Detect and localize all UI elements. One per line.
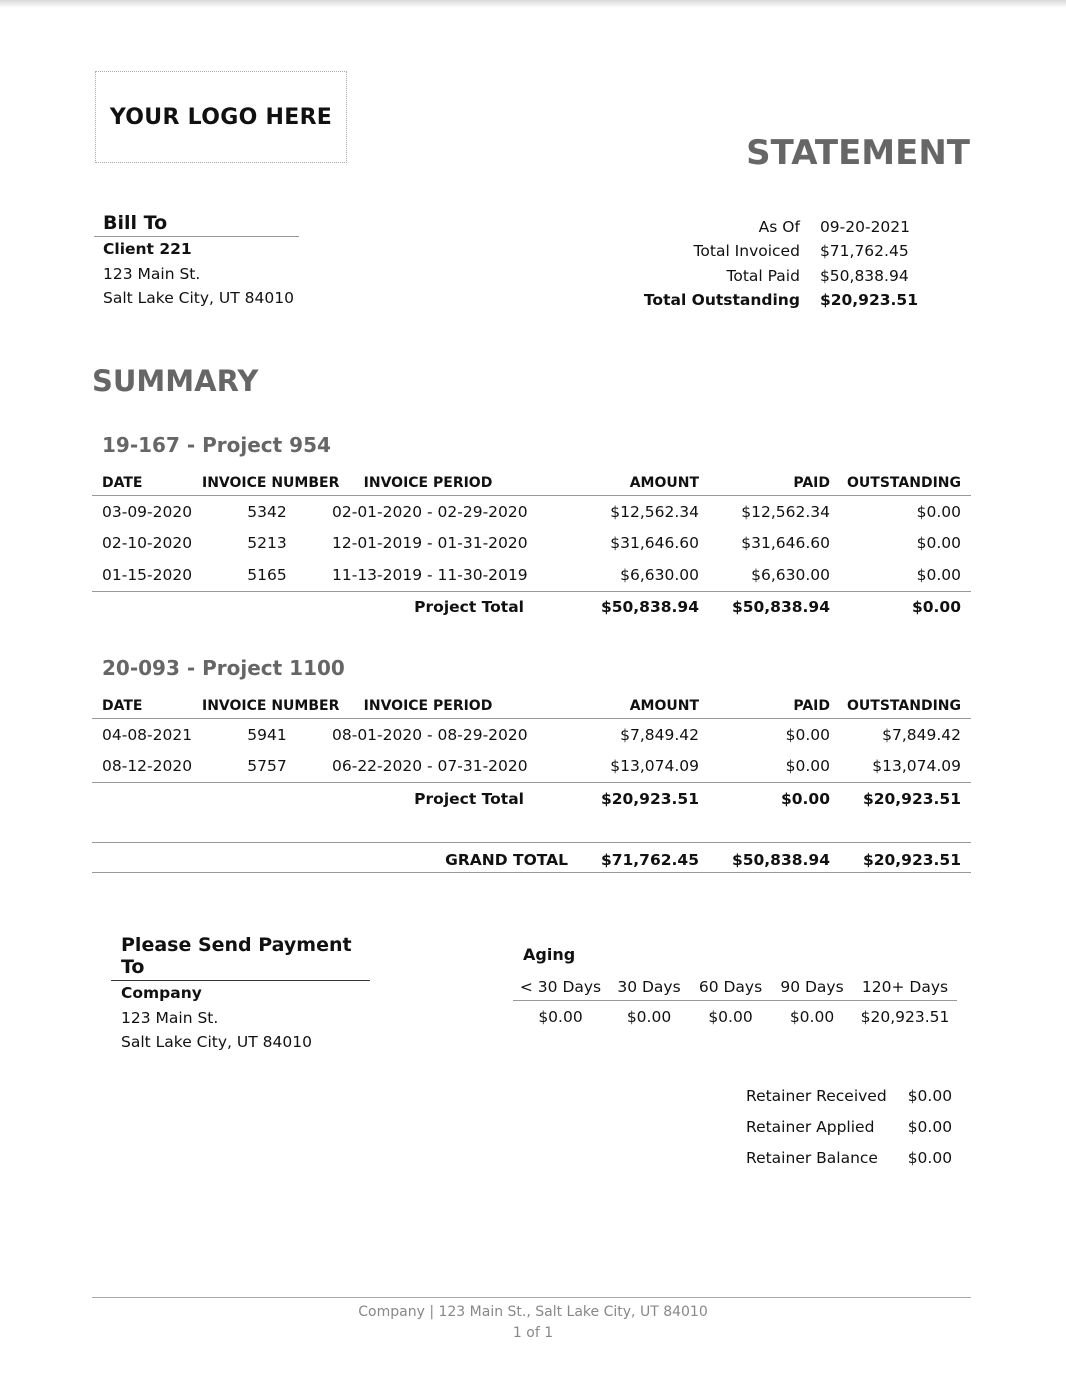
document-title: STATEMENT xyxy=(746,133,970,173)
cell-amount: $7,849.42 xyxy=(620,725,699,744)
project-total-paid: $0.00 xyxy=(699,783,830,815)
page-top-shadow xyxy=(0,0,1066,8)
project-title: 20-093 - Project 1100 xyxy=(102,656,345,680)
cell-invoice-period: 12-01-2019 - 01-31-2020 xyxy=(332,534,528,553)
empty-cell xyxy=(92,783,202,815)
cell-paid: $0.00 xyxy=(785,725,830,744)
empty-cell xyxy=(202,591,332,623)
column-header-invoice-number: INVOICE NUMBER xyxy=(202,470,332,496)
cell-paid: $12,562.34 xyxy=(741,502,830,521)
payment-to-block xyxy=(111,934,370,1055)
project-total-amount: $50,838.94 xyxy=(524,591,699,623)
cell-invoice-number: 5342 xyxy=(247,502,287,521)
retainer-value: $0.00 xyxy=(907,1118,953,1136)
footer-address: Company | 123 Main St., Salt Lake City, UT 84010 xyxy=(358,1304,708,1320)
grand-total-row xyxy=(92,842,971,873)
section-title: SUMMARY xyxy=(92,364,259,398)
table-row xyxy=(92,719,971,751)
cell-outstanding: $0.00 xyxy=(916,502,961,521)
empty-cell xyxy=(92,591,202,623)
project-total-row xyxy=(92,783,971,815)
column-header-paid: PAID xyxy=(699,693,830,719)
cell-invoice-period: 11-13-2019 - 11-30-2019 xyxy=(332,565,528,584)
aging-header: 90 Days xyxy=(771,974,853,1001)
grand-total-amount: $71,762.45 xyxy=(600,851,699,869)
aging-header: < 30 Days xyxy=(513,974,608,1001)
payment-to-city: Salt Lake City, UT 84010 xyxy=(121,1033,312,1051)
invoice-table xyxy=(92,693,971,815)
column-header-invoice-number: INVOICE NUMBER xyxy=(202,693,332,719)
footer-page-number: 1 of 1 xyxy=(512,1325,554,1341)
table-row xyxy=(92,528,971,560)
logo-text: YOUR LOGO HERE xyxy=(109,104,333,130)
summary-value: $50,838.94 xyxy=(819,266,909,285)
bill-to-heading: Bill To xyxy=(94,212,299,237)
column-header-outstanding: OUTSTANDING xyxy=(830,470,971,496)
aging-title: Aging xyxy=(523,945,576,964)
table-row xyxy=(92,559,971,591)
retainer-label: Retainer Balance xyxy=(746,1149,878,1167)
project-total-outstanding: $0.00 xyxy=(830,591,971,623)
aging-header-row xyxy=(513,974,957,1001)
cell-invoice-number: 5213 xyxy=(247,534,287,553)
column-header-paid: PAID xyxy=(699,470,830,496)
aging-value: $0.00 xyxy=(708,1008,753,1026)
bill-to-city: Salt Lake City, UT 84010 xyxy=(103,289,294,307)
aging-value: $0.00 xyxy=(789,1008,835,1026)
aging-value: $0.00 xyxy=(538,1008,583,1026)
aging-value: $20,923.51 xyxy=(860,1008,950,1026)
column-header-amount: AMOUNT xyxy=(524,470,699,496)
project-total-paid: $50,838.94 xyxy=(699,591,830,623)
column-header-date: DATE xyxy=(92,693,202,719)
cell-date: 04-08-2021 xyxy=(102,725,193,744)
grand-total-paid: $50,838.94 xyxy=(731,851,830,869)
project-title: 19-167 - Project 954 xyxy=(102,433,331,457)
grand-total-label: GRAND TOTAL xyxy=(445,851,568,869)
project-total-label: Project Total xyxy=(332,591,524,623)
summary-row-total-outstanding xyxy=(644,288,918,312)
invoice-table xyxy=(92,470,971,623)
cell-invoice-period: 08-01-2020 - 08-29-2020 xyxy=(332,725,528,744)
retainer-row xyxy=(746,1081,952,1112)
bill-to-name: Client 221 xyxy=(103,240,192,258)
cell-amount: $12,562.34 xyxy=(610,502,699,521)
cell-invoice-number: 5941 xyxy=(247,725,287,744)
aging-header: 60 Days xyxy=(690,974,771,1001)
summary-row-total-paid xyxy=(644,264,918,288)
cell-date: 03-09-2020 xyxy=(102,502,193,521)
summary-value: 09-20-2021 xyxy=(819,218,911,236)
column-header-outstanding: OUTSTANDING xyxy=(830,693,971,719)
cell-outstanding: $7,849.42 xyxy=(882,725,961,744)
cell-paid: $6,630.00 xyxy=(751,565,830,584)
retainer-value: $0.00 xyxy=(907,1087,953,1105)
cell-invoice-number: 5757 xyxy=(247,757,287,776)
aging-value-row xyxy=(513,1001,957,1034)
column-header-amount: AMOUNT xyxy=(524,693,699,719)
logo-placeholder xyxy=(95,71,347,163)
summary-label: Total Invoiced xyxy=(693,242,800,261)
table-header-row xyxy=(92,693,971,719)
table-row xyxy=(92,496,971,528)
cell-paid: $0.00 xyxy=(785,757,830,776)
column-header-date: DATE xyxy=(92,470,202,496)
aging-value: $0.00 xyxy=(626,1008,672,1026)
cell-amount: $6,630.00 xyxy=(620,565,699,584)
summary-row-total-invoiced xyxy=(644,239,918,263)
project-total-amount: $20,923.51 xyxy=(524,783,699,815)
summary-label: As Of xyxy=(758,218,800,236)
grand-total-outstanding: $20,923.51 xyxy=(862,851,961,869)
cell-date: 08-12-2020 xyxy=(102,757,193,776)
payment-to-street: 123 Main St. xyxy=(121,1008,219,1027)
aging-header: 30 Days xyxy=(608,974,690,1001)
retainer-label: Retainer Applied xyxy=(746,1118,875,1136)
cell-invoice-period: 06-22-2020 - 07-31-2020 xyxy=(332,757,528,776)
footer-divider xyxy=(92,1297,971,1298)
retainer-value: $0.00 xyxy=(907,1149,953,1167)
empty-cell xyxy=(202,783,332,815)
cell-amount: $31,646.60 xyxy=(610,534,699,553)
cell-invoice-period: 02-01-2020 - 02-29-2020 xyxy=(332,502,528,521)
summary-label: Total Paid xyxy=(726,266,800,285)
project-total-label: Project Total xyxy=(332,783,524,815)
column-header-invoice-period: INVOICE PERIOD xyxy=(332,693,524,719)
table-header-row xyxy=(92,470,971,496)
retainer-row xyxy=(746,1112,952,1143)
aging-table xyxy=(513,974,957,1033)
retainer-summary xyxy=(746,1081,952,1174)
table-row xyxy=(92,751,971,783)
summary-value: $20,923.51 xyxy=(819,290,918,309)
retainer-row xyxy=(746,1143,952,1174)
payment-to-heading: Please Send Payment To xyxy=(111,934,370,981)
cell-date: 01-15-2020 xyxy=(102,565,193,584)
project-total-row xyxy=(92,591,971,623)
summary-label: Total Outstanding xyxy=(643,290,800,309)
bill-to-block xyxy=(94,212,299,311)
aging-header: 120+ Days xyxy=(853,974,957,1001)
cell-amount: $13,074.09 xyxy=(610,757,699,776)
cell-invoice-number: 5165 xyxy=(247,565,287,584)
summary-row-as-of xyxy=(644,215,918,239)
summary-value: $71,762.45 xyxy=(819,242,909,261)
statement-summary xyxy=(644,215,918,312)
cell-paid: $31,646.60 xyxy=(741,534,830,553)
cell-outstanding: $0.00 xyxy=(916,534,961,553)
cell-date: 02-10-2020 xyxy=(102,534,193,553)
cell-outstanding: $13,074.09 xyxy=(872,757,961,776)
retainer-label: Retainer Received xyxy=(746,1087,887,1105)
payment-to-name: Company xyxy=(121,984,202,1002)
project-total-outstanding: $20,923.51 xyxy=(830,783,971,815)
column-header-invoice-period: INVOICE PERIOD xyxy=(332,470,524,496)
cell-outstanding: $0.00 xyxy=(916,565,961,584)
bill-to-street: 123 Main St. xyxy=(103,264,201,283)
